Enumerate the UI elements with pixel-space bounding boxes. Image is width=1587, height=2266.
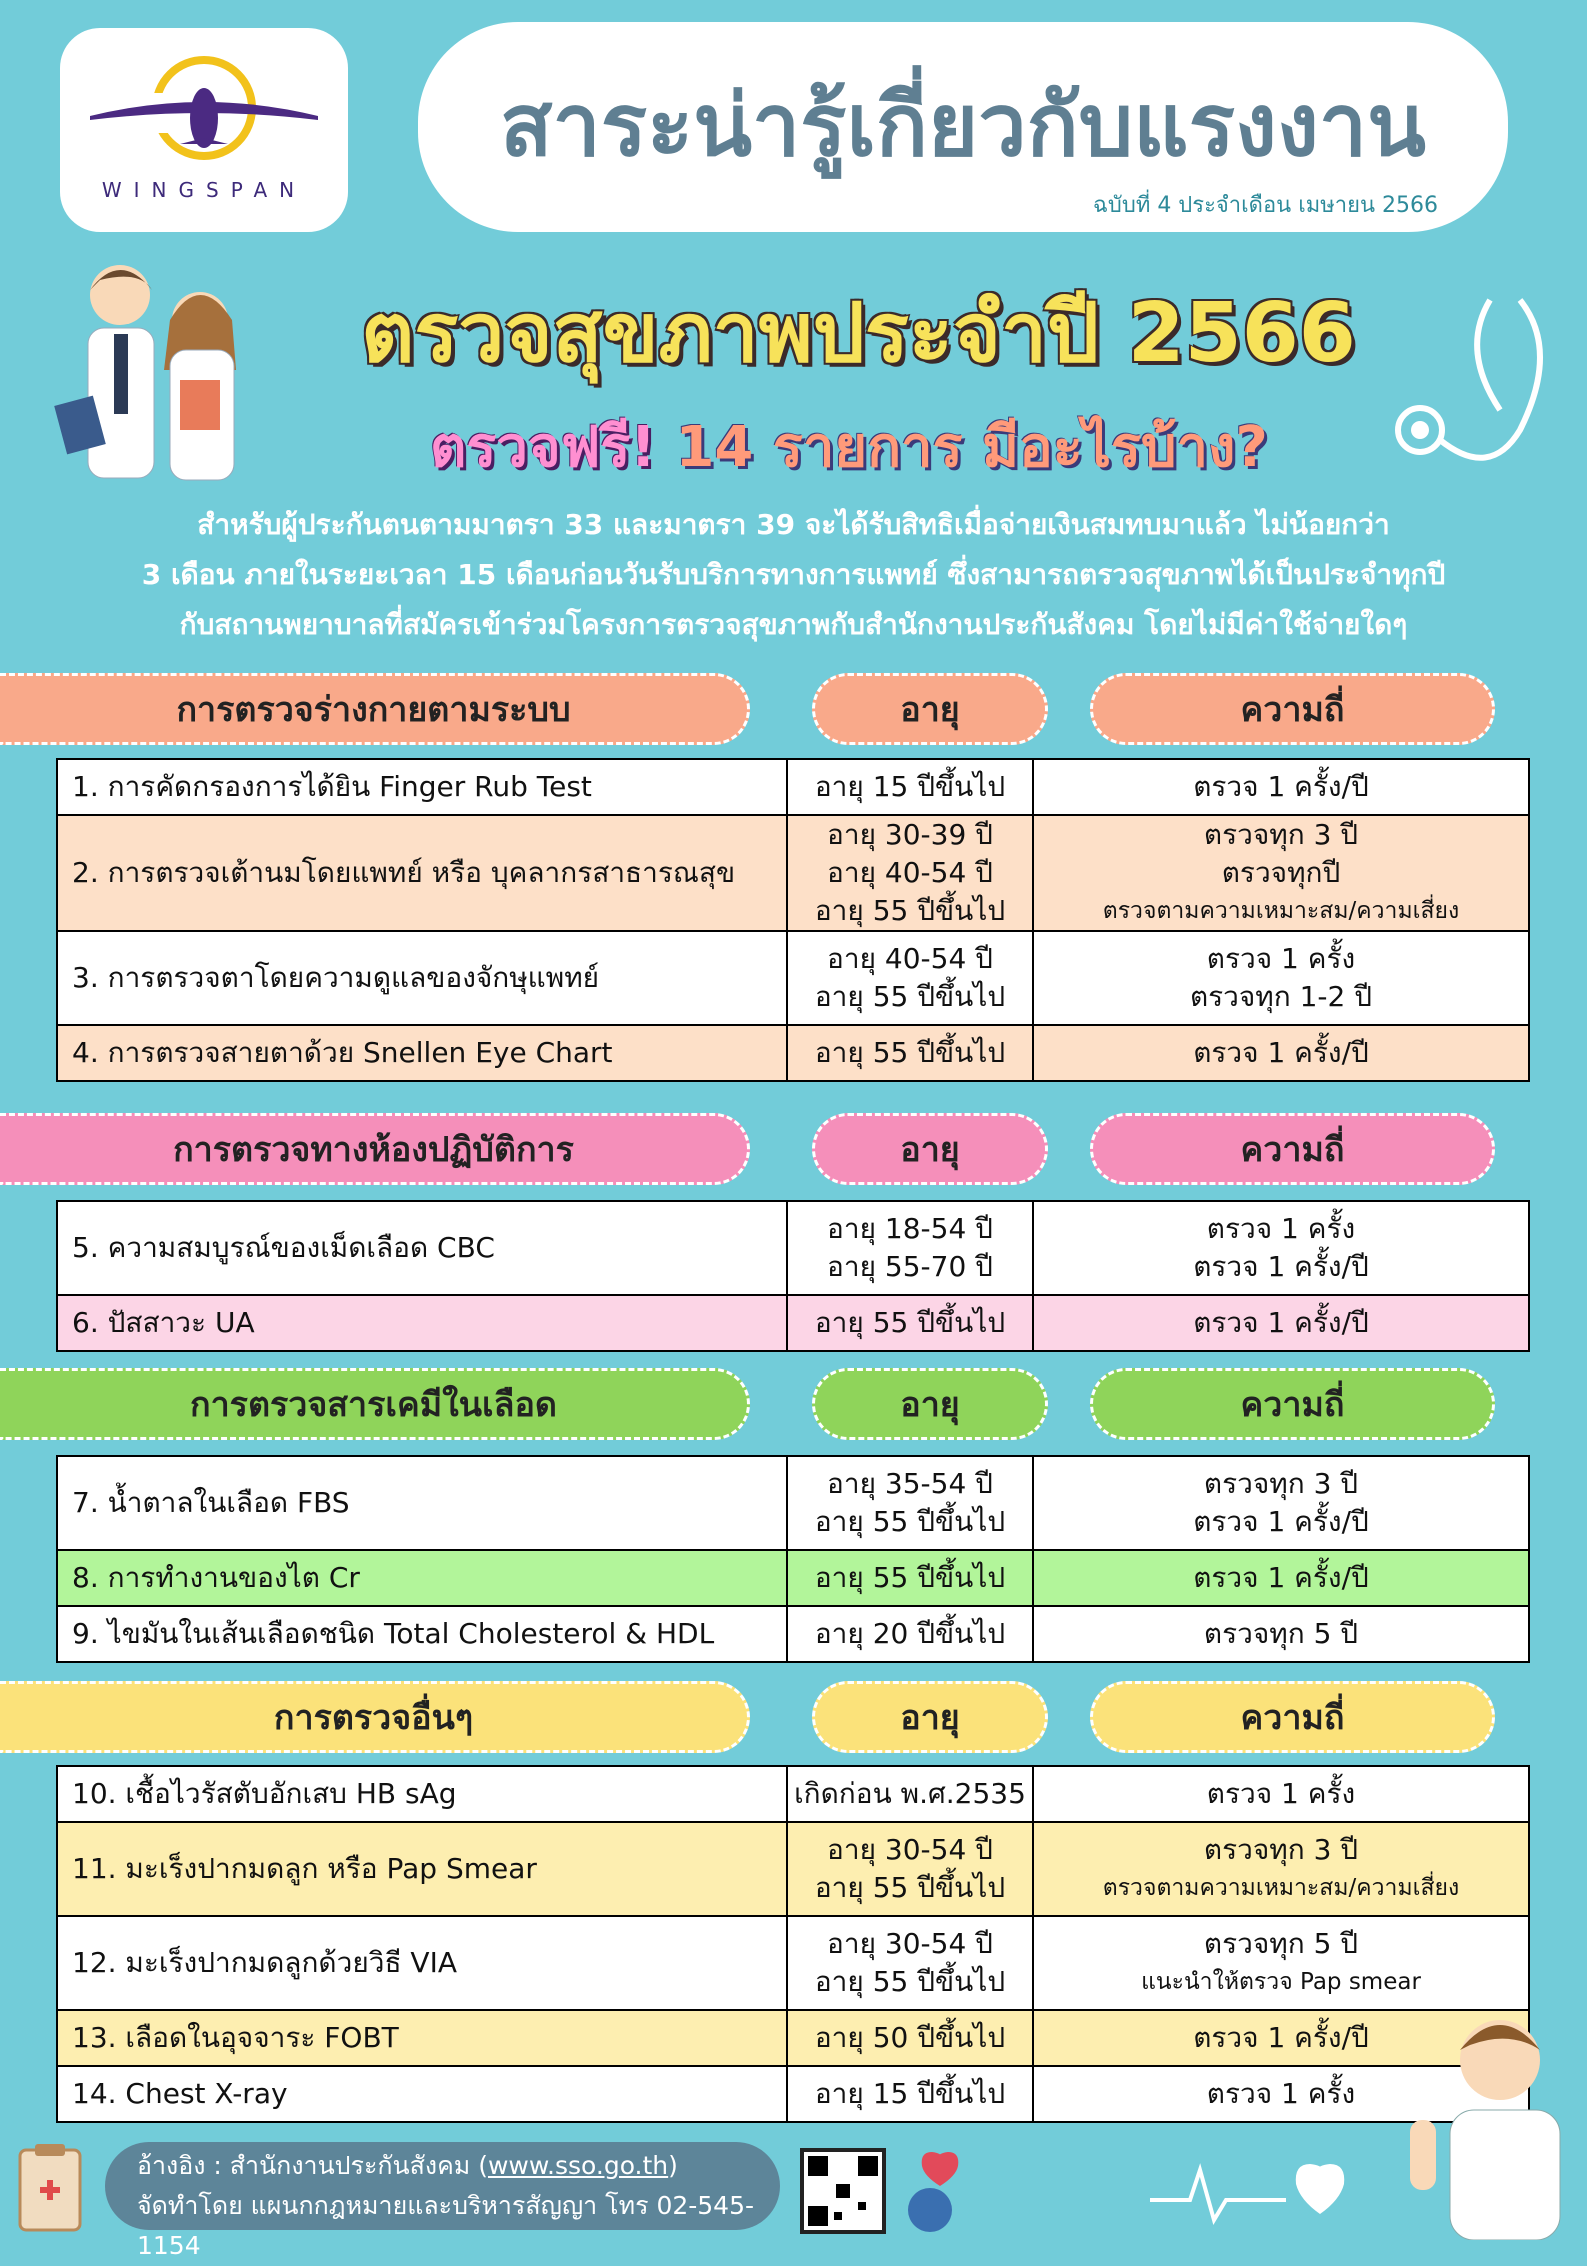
frequency-cell — [1033, 1456, 1529, 1550]
frequency-cell — [1033, 1295, 1529, 1351]
item-cell: 3. การตรวจตาโดยความดูแลของจักษุแพทย์ — [57, 931, 787, 1025]
subheadline — [430, 402, 1268, 491]
age-cell — [787, 1766, 1033, 1822]
intro-line: กับสถานพยาบาลที่สมัครเข้าร่วมโครงการตรวจสุขภาพกับสำนักงานประกันสังคม โดยไม่มีค่าใช้จ่ายใดๆ — [179, 608, 1408, 641]
frequency-line: ตรวจ 1 ครั้ง/ปี — [1193, 2021, 1369, 2054]
age-line: อายุ 40-54 ปี — [827, 942, 993, 975]
age-line: อายุ 40-54 ปี — [827, 856, 993, 889]
page-title: สาระน่ารู้เกี่ยวกับแรงงาน — [500, 76, 1426, 176]
age-line: อายุ 55 ปีขึ้นไป — [814, 980, 1006, 1013]
frequency-line: แนะนำให้ตรวจ Pap smear — [1141, 1969, 1421, 1995]
table-row — [57, 1201, 1529, 1295]
frequency-line: ตรวจทุก 1-2 ปี — [1189, 980, 1373, 1013]
frequency-line: ตรวจทุก 5 ปี — [1203, 1927, 1359, 1960]
title-card — [418, 22, 1508, 232]
qr-code-icon[interactable] — [800, 2148, 886, 2234]
intro-paragraph — [30, 500, 1557, 650]
item-cell: 2. การตรวจเต้านมโดยแพทย์ หรือ บุคลากรสาธารณสุข — [57, 815, 787, 931]
table-row — [57, 815, 1529, 931]
logo-card — [60, 28, 348, 232]
frequency-line: ตรวจ 1 ครั้ง/ปี — [1193, 770, 1369, 803]
free-tag: ตรวจฟรี! — [430, 415, 656, 480]
table-row — [57, 1295, 1529, 1351]
frequency-cell — [1033, 1025, 1529, 1081]
age-line: อายุ 35-54 ปี — [827, 1467, 993, 1500]
frequency-cell — [1033, 1201, 1529, 1295]
item-cell: 6. ปัสสาวะ UA — [57, 1295, 787, 1351]
item-cell: 12. มะเร็งปากมดลูกด้วยวิธี VIA — [57, 1916, 787, 2010]
age-line: อายุ 50 ปีขึ้นไป — [814, 2021, 1006, 2054]
age-line: อายุ 30-39 ปี — [827, 818, 993, 851]
frequency-header: ความถี่ — [1090, 1113, 1495, 1185]
frequency-line: ตรวจ 1 ครั้ง/ปี — [1193, 1250, 1369, 1283]
age-line: อายุ 30-54 ปี — [827, 1833, 993, 1866]
frequency-cell — [1033, 759, 1529, 815]
table-row — [57, 759, 1529, 815]
table-row — [57, 931, 1529, 1025]
table-row — [57, 1766, 1529, 1822]
frequency-line: ตรวจทุก 3 ปี — [1203, 1833, 1359, 1866]
item-cell: 1. การคัดกรองการได้ยิน Finger Rub Test — [57, 759, 787, 815]
logo-text: WINGSPAN — [101, 178, 307, 202]
age-line: อายุ 15 ปีขึ้นไป — [814, 770, 1006, 803]
clipboard-icon — [10, 2140, 90, 2240]
age-line: อายุ 20 ปีขึ้นไป — [814, 1617, 1006, 1650]
frequency-line: ตรวจ 1 ครั้ง/ปี — [1193, 1505, 1369, 1538]
age-cell — [787, 1295, 1033, 1351]
section-title-other: การตรวจอื่นๆ — [0, 1681, 750, 1753]
frequency-line: ตรวจ 1 ครั้ง/ปี — [1193, 1036, 1369, 1069]
table-row — [57, 1822, 1529, 1916]
age-cell — [787, 931, 1033, 1025]
section-title-lab: การตรวจทางห้องปฏิบัติการ — [0, 1113, 750, 1185]
headline: ตรวจสุขภาพประจำปี 2566 — [361, 286, 1356, 381]
table-row — [57, 2010, 1529, 2066]
age-line: อายุ 15 ปีขึ้นไป — [814, 2077, 1006, 2110]
doctors-illustration-icon — [40, 250, 260, 490]
item-cell: 11. มะเร็งปากมดลูก หรือ Pap Smear — [57, 1822, 787, 1916]
age-cell — [787, 759, 1033, 815]
age-line: อายุ 55 ปีขึ้นไป — [814, 1306, 1006, 1339]
age-line: เกิดก่อน พ.ศ.2535 — [794, 1777, 1026, 1810]
issue-label: ฉบับที่ 4 ประจำเดือน เมษายน 2566 — [1092, 193, 1438, 218]
frequency-line: ตรวจทุก 5 ปี — [1203, 1617, 1359, 1650]
intro-line: สำหรับผู้ประกันตนตามมาตรา 33 และมาตรา 39 จะได้รับสิทธิเมื่อจ่ายเงินสมทบมาแล้ว ไม่น้อยกว่า — [197, 508, 1390, 541]
age-line: อายุ 55 ปีขึ้นไป — [814, 1871, 1006, 1904]
table-other — [56, 1765, 1530, 2123]
reference-line: อ้างอิง : สำนักงานประกันสังคม (www.sso.go.th) — [137, 2151, 678, 2180]
section-title-blood-chemistry: การตรวจสารเคมีในเลือด — [0, 1368, 750, 1440]
age-line: อายุ 30-54 ปี — [827, 1927, 993, 1960]
table-lab — [56, 1200, 1530, 1352]
frequency-cell — [1033, 1550, 1529, 1606]
frequency-line: ตรวจ 1 ครั้ง — [1206, 1212, 1356, 1245]
frequency-line: ตรวจทุก 3 ปี — [1203, 818, 1359, 851]
made-by-line: จัดทำโดย แผนกกฎหมายและบริหารสัญญา โทร 02-545-1154 — [137, 2191, 755, 2260]
frequency-cell — [1033, 1916, 1529, 2010]
table-row — [57, 1550, 1529, 1606]
frequency-line: ตรวจทุก 3 ปี — [1203, 1467, 1359, 1500]
frequency-header: ความถี่ — [1090, 673, 1495, 745]
age-cell — [787, 1606, 1033, 1662]
item-cell: 9. ไขมันในเส้นเลือดชนิด Total Cholesterol & HDL — [57, 1606, 787, 1662]
frequency-line: ตรวจ 1 ครั้ง — [1206, 942, 1356, 975]
frequency-line: ตรวจ 1 ครั้ง — [1206, 1777, 1356, 1810]
item-cell: 10. เชื้อไวรัสตับอักเสบ HB sAg — [57, 1766, 787, 1822]
subhead-text: 14 รายการ มีอะไรบ้าง? — [675, 415, 1268, 480]
item-cell: 8. การทำงานของไต Cr — [57, 1550, 787, 1606]
age-cell — [787, 1822, 1033, 1916]
item-cell: 5. ความสมบูรณ์ของเม็ดเลือด CBC — [57, 1201, 787, 1295]
age-cell — [787, 1456, 1033, 1550]
frequency-cell — [1033, 931, 1529, 1025]
age-header: อายุ — [812, 1681, 1048, 1753]
frequency-header: ความถี่ — [1090, 1368, 1495, 1440]
age-line: อายุ 55 ปีขึ้นไป — [814, 1505, 1006, 1538]
frequency-line: ตรวจ 1 ครั้ง/ปี — [1193, 1561, 1369, 1594]
item-cell: 14. Chest X-ray — [57, 2066, 787, 2122]
age-line: อายุ 18-54 ปี — [827, 1212, 993, 1245]
frequency-cell — [1033, 815, 1529, 931]
reference-card — [105, 2142, 780, 2260]
age-line: อายุ 55 ปีขึ้นไป — [814, 1036, 1006, 1069]
table-row — [57, 1606, 1529, 1662]
frequency-cell — [1033, 1822, 1529, 1916]
item-cell: 13. เลือดในอุจจาระ FOBT — [57, 2010, 787, 2066]
frequency-cell — [1033, 1766, 1529, 1822]
age-line: อายุ 55-70 ปี — [827, 1250, 993, 1283]
airplane-logo-icon — [80, 48, 328, 168]
age-line: อายุ 55 ปีขึ้นไป — [814, 894, 1006, 927]
age-header: อายุ — [812, 673, 1048, 745]
age-cell — [787, 815, 1033, 931]
frequency-cell — [1033, 1606, 1529, 1662]
sso-link[interactable]: www.sso.go.th — [487, 2151, 669, 2180]
age-cell — [787, 1025, 1033, 1081]
table-row — [57, 1025, 1529, 1081]
age-header: อายุ — [812, 1368, 1048, 1440]
frequency-line: ตรวจ 1 ครั้ง/ปี — [1193, 1306, 1369, 1339]
item-cell: 7. น้ำตาลในเลือด FBS — [57, 1456, 787, 1550]
age-line: อายุ 55 ปีขึ้นไป — [814, 1965, 1006, 1998]
item-cell: 4. การตรวจสายตาด้วย Snellen Eye Chart — [57, 1025, 787, 1081]
age-cell — [787, 1201, 1033, 1295]
table-physical — [56, 758, 1530, 1082]
age-cell — [787, 1550, 1033, 1606]
age-cell — [787, 1916, 1033, 2010]
frequency-line: ตรวจตามความเหมาะสม/ความเสี่ยง — [1102, 1875, 1460, 1901]
table-row — [57, 1456, 1529, 1550]
table-row — [57, 2066, 1529, 2122]
age-line: อายุ 55 ปีขึ้นไป — [814, 1561, 1006, 1594]
age-cell — [787, 2066, 1033, 2122]
age-cell — [787, 2010, 1033, 2066]
frequency-line: ตรวจตามความเหมาะสม/ความเสี่ยง — [1102, 898, 1460, 924]
health-icons-strip — [880, 2130, 1380, 2240]
frequency-header: ความถี่ — [1090, 1681, 1495, 1753]
age-header: อายุ — [812, 1113, 1048, 1185]
frequency-line: ตรวจ 1 ครั้ง — [1206, 2077, 1356, 2110]
intro-line: 3 เดือน ภายในระยะเวลา 15 เดือนก่อนวันรับบริการทางการแพทย์ ซึ่งสามารถตรวจสุขภาพได้เป็นประจำทุกปี — [141, 558, 1446, 591]
table-row — [57, 1916, 1529, 2010]
frequency-line: ตรวจทุกปี — [1221, 856, 1341, 889]
doctor-thumbs-icon — [1390, 2000, 1580, 2240]
section-title-physical: การตรวจร่างกายตามระบบ — [0, 673, 750, 745]
table-blood-chemistry — [56, 1455, 1530, 1663]
